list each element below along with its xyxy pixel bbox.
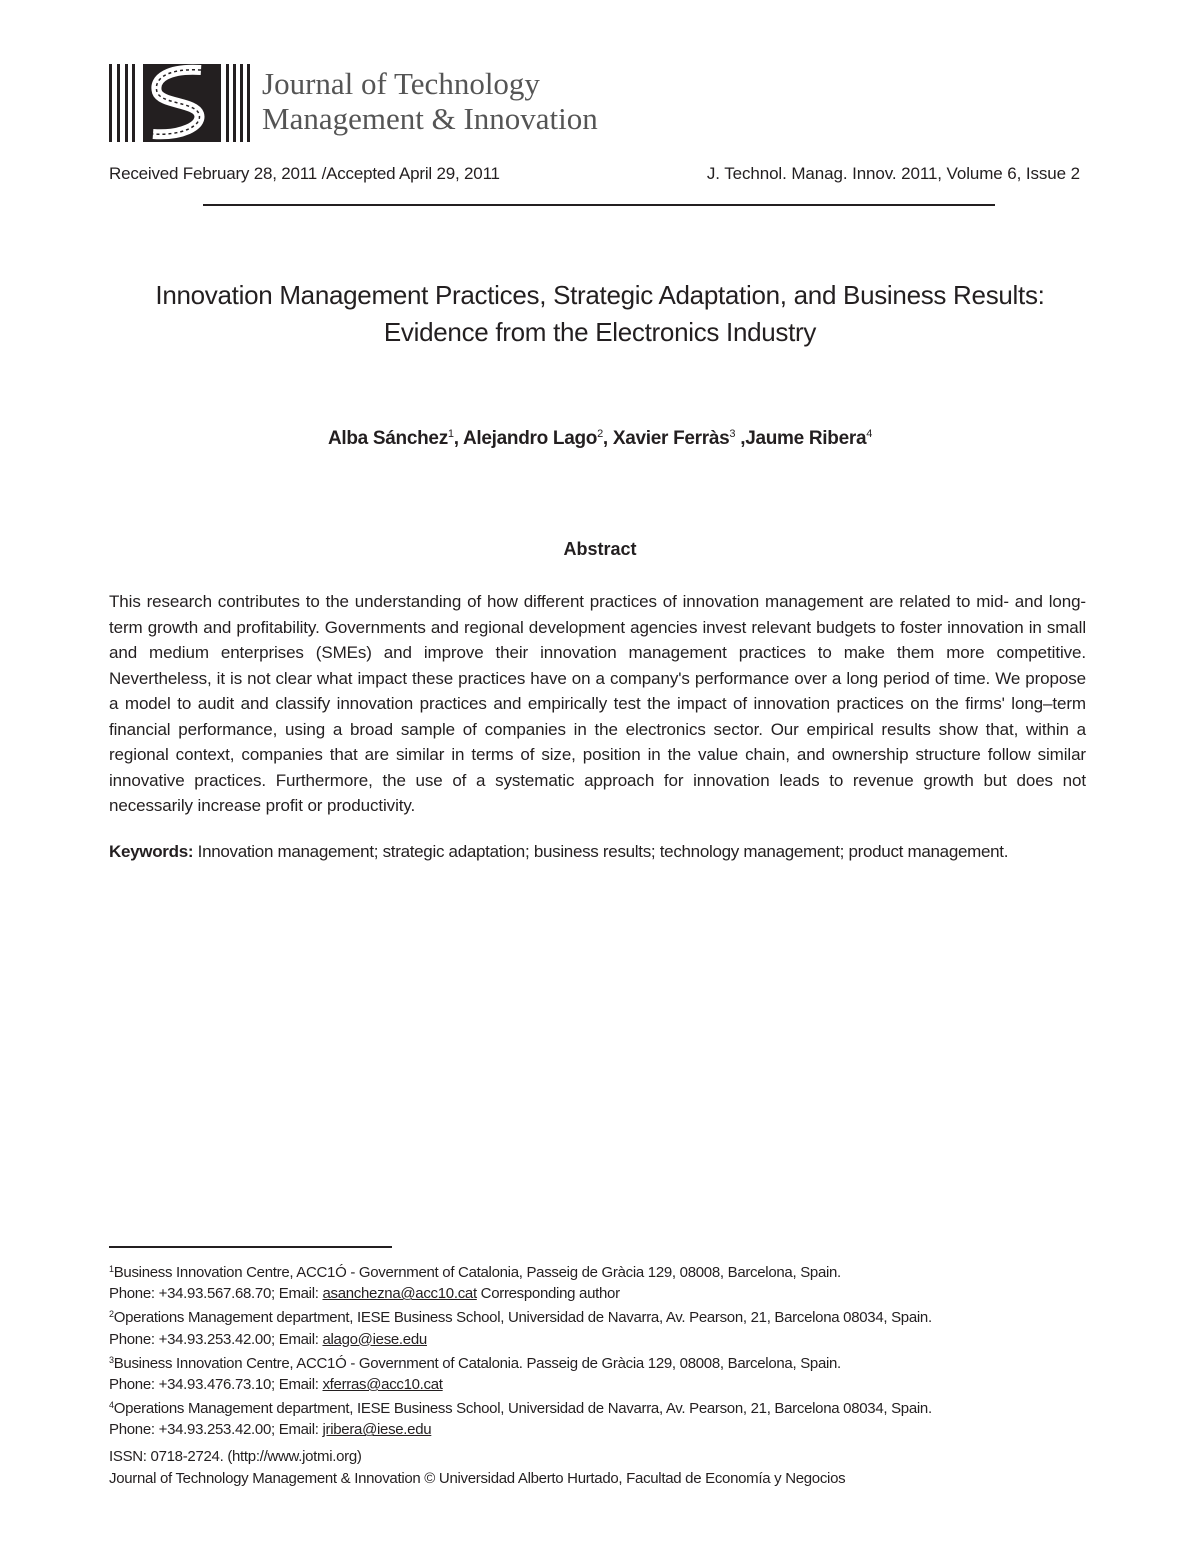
footnote-contact: Phone: +34.93.476.73.10; Email: xferras@acc10.cat <box>109 1376 443 1394</box>
email-link[interactable]: xferras@acc10.cat <box>322 1376 443 1394</box>
journal-citation: J. Technol. Manag. Innov. 2011, Volume 6, Issue 2 <box>706 164 1080 183</box>
author-affiliation-mark: 1 <box>447 428 454 440</box>
footnote-mark: 3 <box>109 1354 114 1365</box>
footnotes <box>109 1259 932 1441</box>
footnote-divider <box>109 1246 392 1248</box>
publisher-line: Journal of Technology Management & Innovation © Universidad Alberto Hurtado, Facultad de Economía y Negocios <box>109 1470 846 1487</box>
author-separator: , <box>453 428 463 449</box>
author-list <box>100 428 1100 450</box>
footnote-affiliation: $^4$Operations Management department, IESE Business School, Universidad de Navarra, Av. Pearson, 21, Barcelona 08034, Spain. <box>109 1400 932 1418</box>
paper-title-line2: Evidence from the Electronics Industry <box>383 317 817 347</box>
journal-name <box>262 66 598 136</box>
paper-title-line1: Innovation Management Practices, Strategic Adaptation, and Business Results: <box>155 280 1045 310</box>
email-link[interactable]: asanchezna@acc10.cat <box>322 1285 477 1303</box>
keywords-label: Keywords: <box>109 842 194 861</box>
footnote-affiliation: $^2$Operations Management department, IESE Business School, Universidad de Navarra, Av. Pearson, 21, Barcelona 08034, Spain. <box>109 1309 932 1327</box>
page-footer <box>109 1446 845 1490</box>
footnote-affiliation: $^3$Business Innovation Centre, ACC1Ó - Government of Catalonia. Passeig de Gràcia 129, 08008, Barcelona, Spain. <box>109 1354 841 1372</box>
footnote-mark: 1 <box>109 1264 114 1274</box>
footnote-mark: 2 <box>109 1309 114 1320</box>
footnote-contact: Phone: +34.93.253.42.00; Email: jribera@iese.edu <box>109 1421 432 1439</box>
header-divider <box>203 204 995 206</box>
journal-name-line1: Journal of Technology <box>262 66 540 101</box>
keywords <box>109 842 1109 862</box>
author-name: Alba Sánchez <box>327 428 448 449</box>
received-accepted-dates: Received February 28, 2011 /Accepted April 29, 2011 <box>109 164 500 183</box>
journal-name-line2: Management & Innovation <box>262 101 598 136</box>
paper-title <box>60 277 1140 351</box>
author-affiliation-mark: 4 <box>866 428 873 440</box>
author-separator: , <box>602 428 613 449</box>
email-link[interactable]: alago@iese.edu <box>322 1330 427 1348</box>
author-name: Alejandro Lago <box>462 428 598 449</box>
author-affiliation-mark: 3 <box>729 428 736 440</box>
journal-logo-icon <box>109 64 251 142</box>
author-separator: , <box>735 428 746 449</box>
email-link[interactable]: jribera@iese.edu <box>322 1421 432 1439</box>
abstract-heading: Abstract <box>563 539 637 559</box>
footnote-contact: Phone: +34.93.567.68.70; Email: asanchezna@acc10.cat Corresponding author <box>109 1285 620 1303</box>
footnote-contact: Phone: +34.93.253.42.00; Email: alago@iese.edu <box>109 1330 427 1348</box>
footnote-mark: 4 <box>109 1400 114 1411</box>
author-name: Jaume Ribera <box>745 428 867 449</box>
issn-line: ISSN: 0718-2724. (http://www.jotmi.org) <box>109 1448 362 1465</box>
abstract-body: This research contributes to the understanding of how different practices of innovation management are related to mid- and long-term growth and profitability. Governments and regional development agencies invest relevant budgets to foster innovation in small and medium enterprises (SMEs) and improve their innovation management practices to make them more competitive. Nevertheless, it is not clear what impact these practices have on a company's performance over a long period of time. We propose a model to audit and classify innovation practices and empirically test the impact of innovation practices on the firms' long–term financial performance, using a broad sample of companies in the electronics sector. Our empirical results show that, within a regional context, companies that are similar in terms of size, position in the value chain, and ownership structure follow similar innovative practices. Furthermore, the use of a systematic approach for innovation leads to revenue growth but does not necessarily increase profit or productivity. <box>109 592 1086 815</box>
footnote-affiliation: $^1$Business Innovation Centre, ACC1Ó - Government of Catalonia, Passeig de Gràcia 129, 08008, Barcelona, Spain. <box>109 1264 841 1281</box>
author-name: Xavier Ferràs <box>612 428 730 449</box>
keywords-text: Innovation management; strategic adaptation; business results; technology management; product management. <box>193 842 1009 861</box>
author-affiliation-mark: 2 <box>597 428 603 440</box>
